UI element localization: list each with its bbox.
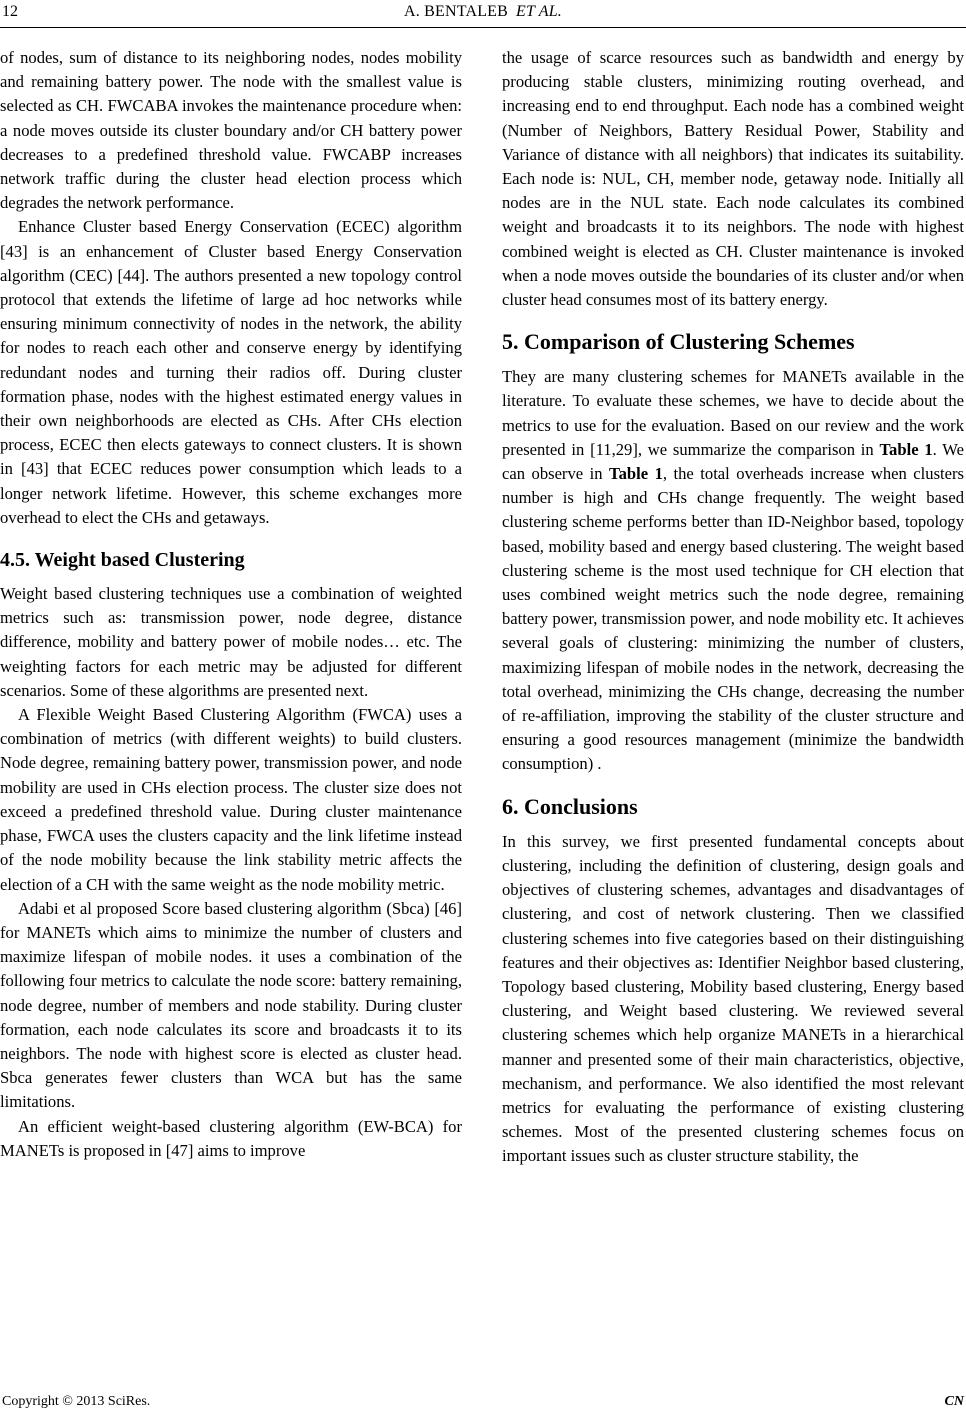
page-footer bbox=[0, 1394, 966, 1414]
left-paragraph-ewbca: An efficient weight-based clustering algorithm (EW-BCA) for MANETs is proposed in [47] aims to improve bbox=[0, 1116, 462, 1160]
right-column bbox=[502, 46, 964, 1169]
comparison-text-c: , the total overheads increase when clusters number is high and CHs change frequently. The weight based clustering scheme performs better than ID-Neighbor based, topology based, mobility based and energy based clustering. The weight based clustering scheme is the most used technique for CH election that uses combined weight metrics such the node degree, remaining battery power, transmission power, and node mobility etc. It achieves several goals of clustering: minimizing the number of clusters, maximizing lifespan of mobile nodes in the network, decreasing the total overhead, minimizing the CHs change, decreasing the number of re-affiliation, improving the stability of the cluster structure and ensuring a good resources management (minimize the bandwidth consumption) . bbox=[502, 464, 964, 774]
running-head bbox=[0, 3, 966, 21]
section-heading-5: 5. Comparison of Clustering Schemes bbox=[502, 329, 855, 355]
left-paragraph-1: of nodes, sum of distance to its neighboring nodes, nodes mobility and remaining battery power. The node with the smallest value is selected as CH. FWCABA invokes the maintenance procedure when: a node moves outside its cluster boundary and/or CH battery power decreases to a predefined threshold value. FWCABP increases network traffic during the cluster head election process which degrades the network performance. bbox=[0, 48, 462, 213]
left-paragraph-fwca: A Flexible Weight Based Clustering Algorithm (FWCA) uses a combination of metrics (with different weights) to build clusters. Node degree, remaining battery power, transmission power, and node mobility are used in CHs election process. The cluster size does not exceed a predefined threshold value. During cluster maintenance phase, FWCA uses the clusters capacity and the link lifetime instead of the node mobility because the link stability metric affects the election of a CH with the same weight as the node mobility metric. bbox=[0, 705, 462, 894]
right-paragraph-1: the usage of scarce resources such as bandwidth and energy by producing stable clusters, minimizing routing overhead, and increasing end to end throughput. Each node has a combined weight (Number of Neighbors, Battery Residual Power, Stability and Variance of distance with all neighbors) that indicates its suitability. Each node is: NUL, CH, member node, getaway node. Initially all nodes are in the NUL state. Each node calculates its combined weight and broadcasts it to its neighbors. The node with highest combined weight is elected as CH. Cluster maintenance is invoked when a node moves outside the boundaries of its cluster and/or when cluster head consumes most of its battery energy. bbox=[502, 48, 964, 310]
right-paragraph-comparison bbox=[502, 365, 964, 776]
header-rule bbox=[0, 27, 966, 28]
right-paragraph-conclusions: In this survey, we first presented fundamental concepts about clustering, including the definition of clustering, design goals and objectives of clustering schemes, advantages and disadvantages of clustering, and cost of network clustering. Then we classified clustering schemes into five categories based on their distinguishing features and their objectives as: Identifier Neighbor based clustering, Topology based clustering, Mobility based clustering, Energy based clustering, and Weight based clustering. We reviewed several clustering schemes which help organize MANETs in a hierarchical manner and presented some of their main characteristics, objective, mechanism, and performance. We also identified the most relevant metrics for evaluating the performance of existing clustering schemes. Most of the presented clustering schemes focus on important issues such as cluster structure stability, the bbox=[502, 831, 964, 1166]
comparison-text-a: They are many clustering schemes for MANETs available in the literature. To evaluate these schemes, we have to decide about the metrics to use for the evaluation. Based on our review and the work presented in [11,29], we summarize the comparison in bbox=[502, 367, 964, 459]
copyright-notice: Copyright © 2013 SciRes. bbox=[2, 1394, 151, 1409]
running-head-authors: A. BENTALEB bbox=[404, 3, 509, 20]
left-column bbox=[0, 46, 462, 1163]
section-heading-4-5: 4.5. Weight based Clustering bbox=[0, 549, 245, 572]
table-1-reference[interactable]: Table 1 bbox=[879, 439, 933, 459]
running-head-et-al: ET AL. bbox=[516, 3, 562, 20]
left-paragraph-sbca: Adabi et al proposed Score based clustering algorithm (Sbca) [46] for MANETs which aims to minimize the number of clusters and maximize lifespan of mobile nodes. it uses a combination of the following four metrics to calculate the node score: battery remaining, node degree, number of members and node stability. During cluster formation, each node calculates its score and broadcasts it to its neighbors. The node with highest score is elected as cluster head. Sbca generates fewer clusters than WCA but has the same limitations. bbox=[0, 898, 462, 1112]
section-heading-6: 6. Conclusions bbox=[502, 793, 638, 819]
left-paragraph-weight-intro: Weight based clustering techniques use a combination of weighted metrics such as: transmission power, node degree, distance difference, mobility and battery power of mobile nodes… etc. The weighting factors for each metric may be adjusted for different scenarios. Some of these algorithms are presented next. bbox=[0, 584, 462, 700]
left-paragraph-ecec: Enhance Cluster based Energy Conservation (ECEC) algorithm [43] is an enhancement of Cluster based Energy Conservation algorithm (CEC) [44]. The authors presented a new topology control protocol that extends the lifetime of large ad hoc networks while ensuring minimum connectivity of nodes in the network, the ability for nodes to reach each other and conserve energy by identifying redundant nodes and turning their radios off. During cluster formation phase, nodes with the highest estimated energy values in their own neighborhoods are elected as CHs. After CHs election process, ECEC then elects gateways to connect clusters. It is shown in [43] that ECEC reduces power consumption which leads to a longer network lifetime. However, this scheme exchanges more overhead to elect the CHs and getaways. bbox=[0, 217, 462, 527]
page-number: 12 bbox=[2, 3, 18, 20]
page-header bbox=[0, 0, 966, 26]
comparison-text-b: . We can observe in bbox=[502, 439, 964, 484]
journal-abbreviation: CN bbox=[944, 1394, 964, 1409]
table-1-reference[interactable]: Table 1 bbox=[609, 464, 663, 484]
